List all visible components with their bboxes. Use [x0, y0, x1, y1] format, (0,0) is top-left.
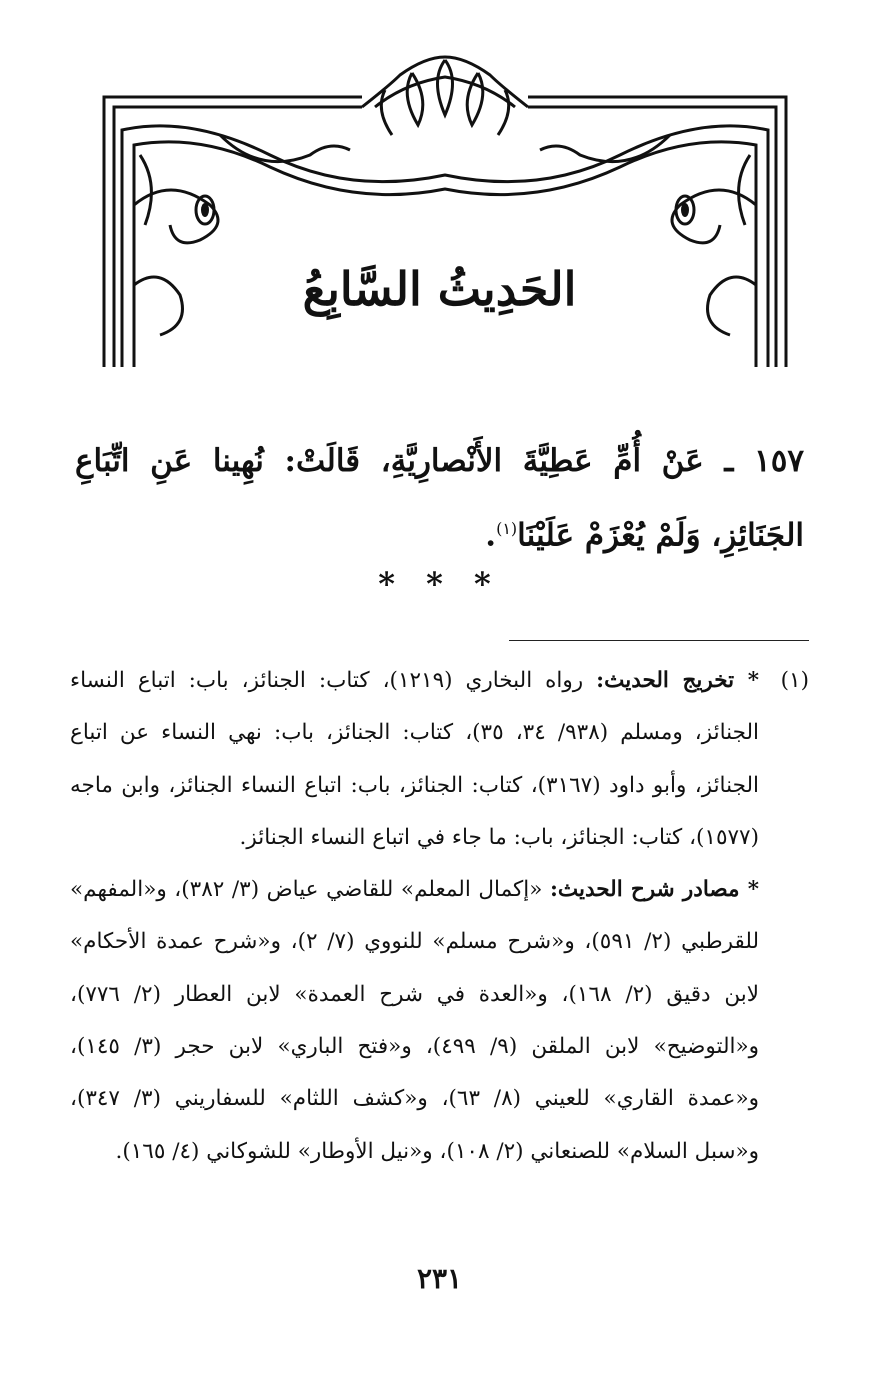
hadith-text: ١٥٧ ـ عَنْ أُمِّ عَطِيَّةَ الأَنْصارِيَّةِ، قَالَتْ: نُهِينا عَنِ اتِّبَاعِ الجَنَائِزِ، وَلَمْ يُعْزَمْ عَلَيْنَا	[75, 443, 804, 554]
footnote-item	[70, 655, 809, 1178]
takhrij-heading: * تخريج الحديث:	[596, 668, 759, 693]
ornament-frame-graphic	[100, 55, 790, 370]
takhrij-paragraph	[70, 655, 759, 864]
section-separator: * * *	[378, 565, 501, 603]
sources-text: «إكمال المعلم» للقاضي عياض (٣/ ٣٨٢)، و«المفهم» للقرطبي (٢/ ٥٩١)، و«شرح مسلم» للنووي (٧/ ٢)، و«شرح عمدة الأحكام» لابن دقيق (٢/ ١٦٨)، و«العدة في شرح العمدة» لابن العطار (٢/ ٧٧٦)، و«التوضيح» لابن الملقن (٩/ ٤٩٩)، و«فتح الباري» لابن حجر (٣/ ١٤٥)، و«عمدة القاري» للعيني (٨/ ٦٣)، و«كشف اللثام» للسفاريني (٣/ ٣٤٧)، و«سبل السلام» للصنعاني (٢/ ١٠٨)، و«نيل الأوطار» للشوكاني (٤/ ١٦٥).	[70, 877, 760, 1164]
ornamental-header-frame	[100, 55, 790, 370]
chapter-title: الحَدِيثُ السَّابِعُ	[302, 262, 577, 316]
footnote-number: (١)	[780, 668, 809, 693]
footnote-marker[interactable]: (١)	[496, 519, 518, 538]
footnote-divider	[509, 640, 809, 641]
footnotes	[70, 655, 809, 1178]
hadith-end-punctuation: .	[485, 517, 497, 554]
takhrij-text: رواه البخاري (١٢١٩)، كتاب: الجنائز، باب: اتباع النساء الجنائز، ومسلم (٩٣٨/ ٣٤، ٣٥)، كتاب: الجنائز، باب: نهي النساء عن اتباع الجنائز، وأبو داود (٣١٦٧)، كتاب: الجنائز، باب: اتباع النساء الجنائز، وابن ماجه (١٥٧٧)، كتاب: الجنائز، باب: ما جاء في اتباع النساء الجنائز.	[70, 668, 760, 850]
page-number: ٢٣١	[416, 1262, 463, 1295]
hadith-text-block	[75, 428, 804, 569]
sources-paragraph	[70, 864, 759, 1178]
sources-heading: * مصادر شرح الحديث:	[549, 877, 760, 903]
